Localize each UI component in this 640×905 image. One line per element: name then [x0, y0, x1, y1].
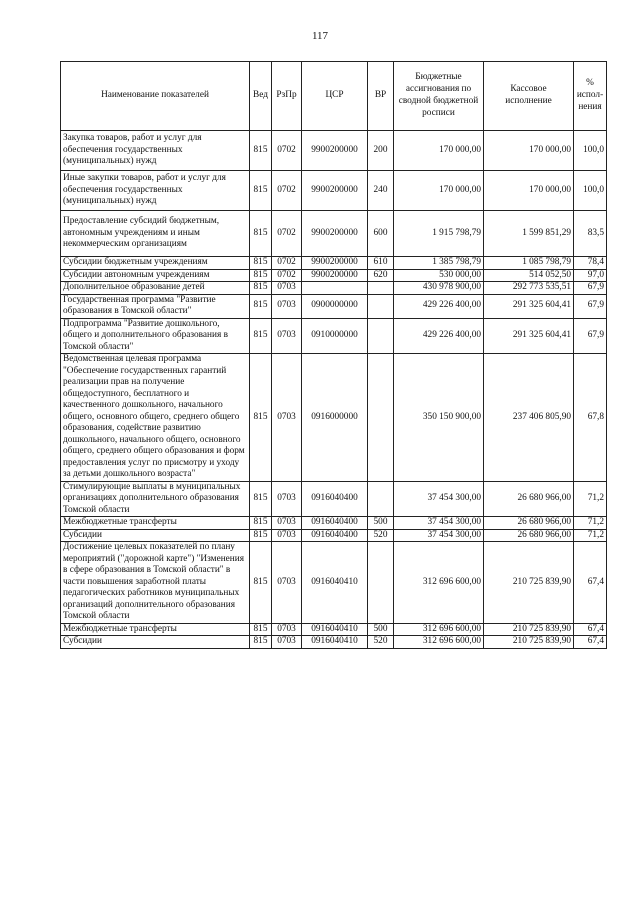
row-cash: 514 052,50 [484, 269, 574, 282]
row-budget: 429 226 400,00 [394, 318, 484, 354]
row-name: Дополнительное образование детей [61, 282, 250, 295]
row-vr: 240 [368, 171, 394, 211]
row-rzpr: 0702 [272, 131, 302, 171]
row-ved: 815 [250, 318, 272, 354]
row-vr: 520 [368, 529, 394, 542]
row-csr [302, 282, 368, 295]
row-percent: 71,2 [574, 517, 607, 530]
row-rzpr: 0703 [272, 354, 302, 482]
row-rzpr: 0702 [272, 211, 302, 257]
row-percent: 67,4 [574, 623, 607, 636]
row-budget: 312 696 600,00 [394, 542, 484, 624]
row-ved: 815 [250, 354, 272, 482]
table-row [61, 542, 607, 624]
row-rzpr: 0703 [272, 517, 302, 530]
row-csr: 9900200000 [302, 269, 368, 282]
row-percent: 78,4 [574, 257, 607, 270]
row-csr: 0916040400 [302, 529, 368, 542]
header-name: Наименование показателей [61, 62, 250, 131]
row-ved: 815 [250, 529, 272, 542]
row-csr: 0916040400 [302, 517, 368, 530]
row-vr [368, 282, 394, 295]
row-cash: 26 680 966,00 [484, 529, 574, 542]
row-percent: 67,4 [574, 636, 607, 649]
row-vr: 600 [368, 211, 394, 257]
row-rzpr: 0702 [272, 171, 302, 211]
row-csr: 0900000000 [302, 294, 368, 318]
table-body [61, 131, 607, 649]
row-budget: 312 696 600,00 [394, 623, 484, 636]
row-cash: 170 000,00 [484, 171, 574, 211]
row-rzpr: 0703 [272, 318, 302, 354]
row-ved: 815 [250, 294, 272, 318]
row-name: Межбюджетные трансферты [61, 623, 250, 636]
row-cash: 26 680 966,00 [484, 481, 574, 517]
row-budget: 312 696 600,00 [394, 636, 484, 649]
row-ved: 815 [250, 542, 272, 624]
row-ved: 815 [250, 257, 272, 270]
row-csr: 9900200000 [302, 131, 368, 171]
row-cash: 210 725 839,90 [484, 623, 574, 636]
row-rzpr: 0703 [272, 481, 302, 517]
row-name: Предоставление субсидий бюджетным, автономным учреждениям и иным некоммерческим организациям [61, 211, 250, 257]
header-ved: Вед [250, 62, 272, 131]
row-ved: 815 [250, 131, 272, 171]
row-name: Субсидии автономным учреждениям [61, 269, 250, 282]
row-csr: 9900200000 [302, 257, 368, 270]
header-vr: ВР [368, 62, 394, 131]
header-row [61, 62, 607, 131]
row-name: Государственная программа "Развитие образования в Томской области" [61, 294, 250, 318]
row-rzpr: 0703 [272, 636, 302, 649]
row-vr [368, 294, 394, 318]
table-row [61, 257, 607, 270]
row-rzpr: 0703 [272, 542, 302, 624]
row-rzpr: 0702 [272, 269, 302, 282]
row-budget: 350 150 900,00 [394, 354, 484, 482]
header-percent: % испол-нения [574, 62, 607, 131]
row-name: Стимулирующие выплаты в муниципальных организациях дополнительного образования Томской области [61, 481, 250, 517]
row-name: Субсидии [61, 636, 250, 649]
row-name: Ведомственная целевая программа "Обеспечение государственных гарантий реализации прав на получение общедоступного, бесплатного и качественного дошкольного, начального общего, основного общего, среднего общего образования, содействие развитию дошкольного, начального общего, основного общего, среднего общего образования и форм предоставления услуг по присмотру и уходу за детьми дошкольного возраста" [61, 354, 250, 482]
row-csr: 0916040410 [302, 636, 368, 649]
table-row [61, 131, 607, 171]
table-row [61, 636, 607, 649]
row-vr [368, 318, 394, 354]
row-name: Иные закупки товаров, работ и услуг для обеспечения государственных (муниципальных) нужд [61, 171, 250, 211]
table-row [61, 623, 607, 636]
row-vr [368, 354, 394, 482]
row-vr: 610 [368, 257, 394, 270]
row-cash: 291 325 604,41 [484, 294, 574, 318]
row-vr [368, 481, 394, 517]
table-row [61, 318, 607, 354]
budget-execution-table [60, 61, 607, 649]
row-ved: 815 [250, 282, 272, 295]
row-rzpr: 0702 [272, 257, 302, 270]
row-cash: 237 406 805,90 [484, 354, 574, 482]
row-cash: 26 680 966,00 [484, 517, 574, 530]
table-row [61, 529, 607, 542]
row-cash: 291 325 604,41 [484, 318, 574, 354]
table-row [61, 211, 607, 257]
table-row [61, 294, 607, 318]
row-vr: 500 [368, 517, 394, 530]
row-budget: 530 000,00 [394, 269, 484, 282]
page-number: 117 [311, 30, 329, 42]
row-ved: 815 [250, 211, 272, 257]
table-header [61, 62, 607, 131]
row-vr: 200 [368, 131, 394, 171]
table-row [61, 282, 607, 295]
row-csr: 0916040400 [302, 481, 368, 517]
row-vr: 520 [368, 636, 394, 649]
row-percent: 67,8 [574, 354, 607, 482]
row-percent: 100,0 [574, 171, 607, 211]
row-percent: 67,9 [574, 282, 607, 295]
row-cash: 1 599 851,29 [484, 211, 574, 257]
row-cash: 210 725 839,90 [484, 542, 574, 624]
row-name: Подпрограмма "Развитие дошкольного, общего и дополнительного образования в Томской области" [61, 318, 250, 354]
row-budget: 37 454 300,00 [394, 481, 484, 517]
row-csr: 0916000000 [302, 354, 368, 482]
row-ved: 815 [250, 517, 272, 530]
row-cash: 1 085 798,79 [484, 257, 574, 270]
row-csr: 9900200000 [302, 171, 368, 211]
row-budget: 429 226 400,00 [394, 294, 484, 318]
row-cash: 170 000,00 [484, 131, 574, 171]
row-rzpr: 0703 [272, 294, 302, 318]
header-csr: ЦСР [302, 62, 368, 131]
row-name: Достижение целевых показателей по плану мероприятий ("дорожной карте") "Изменения в сфере образования в Томской области" в части повышения заработной платы педагогических работников муниципальных организаций дополнительного образования Томской области [61, 542, 250, 624]
row-csr: 9900200000 [302, 211, 368, 257]
row-cash: 210 725 839,90 [484, 636, 574, 649]
table-row [61, 354, 607, 482]
row-ved: 815 [250, 269, 272, 282]
row-name: Субсидии [61, 529, 250, 542]
row-ved: 815 [250, 481, 272, 517]
row-ved: 815 [250, 636, 272, 649]
row-budget: 430 978 900,00 [394, 282, 484, 295]
row-csr: 0916040410 [302, 623, 368, 636]
row-name: Закупка товаров, работ и услуг для обеспечения государственных (муниципальных) нужд [61, 131, 250, 171]
row-percent: 67,9 [574, 318, 607, 354]
table-row [61, 481, 607, 517]
table-row [61, 269, 607, 282]
row-budget: 37 454 300,00 [394, 529, 484, 542]
row-name: Межбюджетные трансферты [61, 517, 250, 530]
header-budget: Бюджетные ассигнования по сводной бюджетной росписи [394, 62, 484, 131]
row-name: Субсидии бюджетным учреждениям [61, 257, 250, 270]
row-budget: 1 915 798,79 [394, 211, 484, 257]
row-vr: 500 [368, 623, 394, 636]
row-percent: 83,5 [574, 211, 607, 257]
row-ved: 815 [250, 171, 272, 211]
row-percent: 97,0 [574, 269, 607, 282]
table-row [61, 171, 607, 211]
row-percent: 71,2 [574, 481, 607, 517]
header-rzpr: РзПр [272, 62, 302, 131]
row-csr: 0916040410 [302, 542, 368, 624]
row-rzpr: 0703 [272, 529, 302, 542]
row-csr: 0910000000 [302, 318, 368, 354]
row-rzpr: 0703 [272, 282, 302, 295]
row-vr [368, 542, 394, 624]
row-rzpr: 0703 [272, 623, 302, 636]
row-budget: 1 385 798,79 [394, 257, 484, 270]
row-budget: 37 454 300,00 [394, 517, 484, 530]
row-percent: 67,9 [574, 294, 607, 318]
row-percent: 71,2 [574, 529, 607, 542]
row-percent: 67,4 [574, 542, 607, 624]
row-cash: 292 773 535,51 [484, 282, 574, 295]
row-budget: 170 000,00 [394, 171, 484, 211]
header-cash: Кассовое исполнение [484, 62, 574, 131]
row-ved: 815 [250, 623, 272, 636]
row-vr: 620 [368, 269, 394, 282]
row-percent: 100,0 [574, 131, 607, 171]
table-row [61, 517, 607, 530]
row-budget: 170 000,00 [394, 131, 484, 171]
